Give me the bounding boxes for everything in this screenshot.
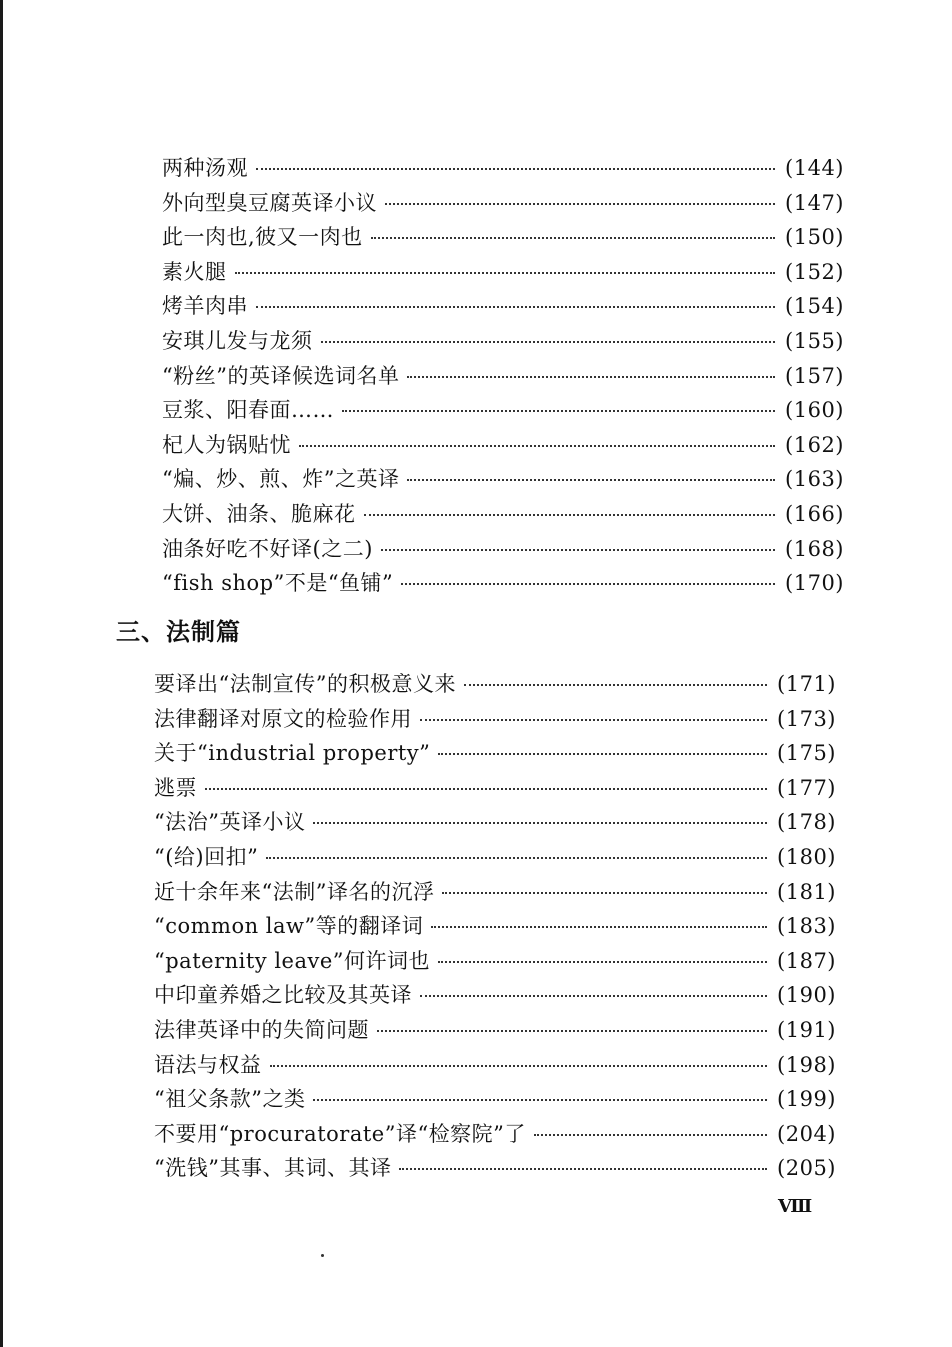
leader-dots	[371, 237, 775, 239]
toc-entry-title: “煸、炒、煎、炸”之英译	[162, 467, 400, 492]
page-edge	[0, 0, 3, 1347]
toc-entry[interactable]	[154, 668, 836, 703]
leader-dots	[438, 753, 767, 755]
toc-entry[interactable]	[162, 325, 844, 360]
toc-entry[interactable]	[154, 703, 836, 738]
toc-entry-page: (199)	[777, 1087, 836, 1112]
toc-entry-title: 两种汤观	[162, 156, 248, 180]
toc-entry-page: (175)	[777, 741, 836, 766]
leader-dots	[399, 1168, 767, 1170]
toc-entry[interactable]	[154, 945, 836, 980]
leader-dots	[342, 410, 775, 412]
leader-dots	[464, 684, 767, 686]
section-heading[interactable]: 三、法制篇	[116, 618, 241, 646]
toc-entry[interactable]	[162, 290, 844, 325]
toc-entry[interactable]	[154, 1049, 836, 1084]
toc-entry-title: “粉丝”的英译候选词名单	[162, 363, 400, 388]
toc-entry[interactable]	[154, 979, 836, 1014]
toc-entry-title: 要译出“法制宣传”的积极意义来	[154, 672, 456, 696]
toc-entry[interactable]	[154, 1152, 836, 1187]
page-number: Ⅷ	[778, 1196, 813, 1217]
toc-entry-page: (190)	[777, 983, 836, 1008]
toc-entry-title: 关于“industrial property”	[154, 741, 431, 766]
toc-entry-page: (173)	[777, 706, 836, 731]
toc-entry-page: (144)	[785, 156, 844, 180]
leader-dots	[420, 995, 767, 997]
toc-entry-page: (160)	[785, 398, 844, 423]
toc-entry-title: 法律翻译对原文的检验作用	[154, 706, 412, 731]
toc-entry-page: (152)	[785, 259, 844, 284]
toc-entry[interactable]	[154, 1118, 836, 1153]
toc-entry-title: “(给)回扣”	[154, 844, 259, 869]
toc-entry[interactable]	[154, 806, 836, 841]
toc-entry-title: 法律英译中的失简问题	[154, 1017, 369, 1042]
toc-entry-page: (180)	[777, 844, 836, 869]
leader-dots	[256, 306, 775, 308]
toc-entry[interactable]	[162, 221, 844, 256]
toc-entry-title: 杞人为锅贴忧	[162, 432, 291, 457]
leader-dots	[401, 583, 775, 585]
toc-entry-page: (157)	[785, 363, 844, 388]
toc-entry-title: 不要用“procuratorate”译“检察院”了	[154, 1121, 526, 1146]
toc-entry[interactable]	[154, 772, 836, 807]
toc-entry[interactable]	[154, 737, 836, 772]
toc-entry-page: (171)	[777, 672, 836, 696]
toc-entry[interactable]	[162, 463, 844, 498]
toc-entry-page: (178)	[777, 810, 836, 835]
toc-entry-page: (154)	[785, 294, 844, 319]
leader-dots	[205, 788, 767, 790]
leader-dots	[377, 1030, 767, 1032]
leader-dots	[534, 1134, 767, 1136]
leader-dots	[442, 892, 767, 894]
toc-entry-page: (181)	[777, 879, 836, 904]
toc-entry-page: (168)	[785, 536, 844, 561]
toc-entry-title: “法治”英译小议	[154, 810, 306, 835]
toc-entry-page: (204)	[777, 1121, 836, 1146]
leader-dots	[364, 514, 776, 516]
toc-entry-title: 烤羊肉串	[162, 294, 248, 319]
toc-entry-page: (187)	[777, 948, 836, 973]
toc-entry-page: (166)	[785, 501, 844, 526]
toc-entry-title: 大饼、油条、脆麻花	[162, 501, 356, 526]
toc-entry[interactable]	[162, 533, 844, 568]
leader-dots	[431, 926, 767, 928]
leader-dots	[235, 272, 776, 274]
toc-entry-page: (198)	[777, 1052, 836, 1077]
toc-entry-title: 逃票	[154, 775, 197, 800]
toc-entry[interactable]	[154, 841, 836, 876]
leader-dots	[381, 549, 775, 551]
toc-entry[interactable]	[154, 1083, 836, 1118]
leader-dots	[420, 719, 767, 721]
toc-entry-title: 豆浆、阳春面……	[162, 398, 334, 423]
toc-list-law	[154, 668, 836, 1187]
leader-dots	[438, 961, 767, 963]
leader-dots	[299, 445, 775, 447]
toc-entry-page: (163)	[785, 467, 844, 492]
toc-entry-title: 语法与权益	[154, 1052, 262, 1077]
toc-entry-title: 安琪儿发与龙须	[162, 328, 313, 353]
leader-dots	[407, 479, 775, 481]
toc-entry[interactable]	[154, 1014, 836, 1049]
toc-entry[interactable]	[162, 187, 844, 222]
toc-entry[interactable]	[162, 429, 844, 464]
toc-entry[interactable]	[162, 394, 844, 429]
toc-entry-title: “common law”等的翻译词	[154, 914, 424, 939]
toc-entry[interactable]	[162, 567, 844, 602]
toc-entry-page: (150)	[785, 225, 844, 250]
toc-entry[interactable]	[162, 498, 844, 533]
leader-dots	[313, 822, 767, 824]
toc-entry-title: “paternity leave”何许词也	[154, 948, 431, 973]
toc-entry[interactable]	[162, 256, 844, 291]
toc-entry[interactable]	[154, 876, 836, 911]
toc-entry-page: (170)	[785, 571, 844, 596]
toc-entry-page: (205)	[777, 1156, 836, 1181]
scan-speck	[321, 1254, 324, 1257]
toc-entry-page: (162)	[785, 432, 844, 457]
toc-entry-page: (155)	[785, 328, 844, 353]
leader-dots	[385, 203, 775, 205]
toc-entry-page: (191)	[777, 1017, 836, 1042]
toc-entry[interactable]	[154, 910, 836, 945]
toc-entry[interactable]	[162, 360, 844, 395]
toc-entry-page: (147)	[785, 190, 844, 215]
toc-entry-page: (177)	[777, 775, 836, 800]
leader-dots	[266, 857, 767, 859]
leader-dots	[270, 1065, 768, 1067]
leader-dots	[313, 1099, 767, 1101]
toc-entry[interactable]	[162, 152, 844, 187]
toc-entry-title: 中印童养婚之比较及其英译	[154, 983, 412, 1008]
leader-dots	[407, 376, 775, 378]
toc-entry-title: 油条好吃不好译(之二)	[162, 536, 373, 561]
toc-entry-title: 近十余年来“法制”译名的沉浮	[154, 879, 435, 904]
toc-list-food	[162, 152, 844, 602]
toc-entry-title: 外向型臭豆腐英译小议	[162, 190, 377, 215]
toc-entry-title: “祖父条款”之类	[154, 1087, 306, 1112]
leader-dots	[321, 341, 776, 343]
toc-entry-title: “fish shop”不是“鱼铺”	[162, 571, 394, 596]
toc-entry-title: 素火腿	[162, 259, 227, 284]
toc-entry-title: “洗钱”其事、其词、其译	[154, 1156, 392, 1181]
leader-dots	[256, 168, 775, 170]
toc-entry-title: 此一肉也,彼又一肉也	[162, 225, 363, 250]
toc-entry-page: (183)	[777, 914, 836, 939]
